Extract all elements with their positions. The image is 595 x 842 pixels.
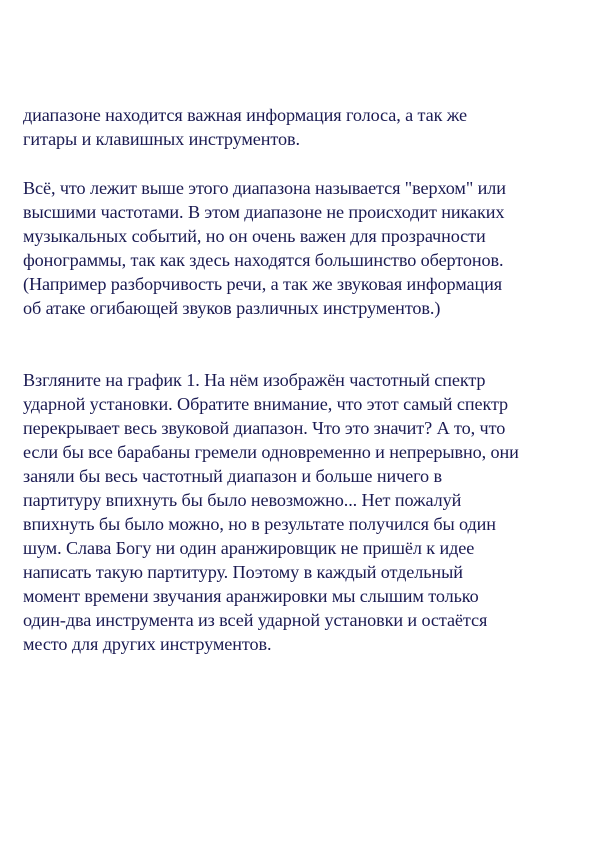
text-line: (Например разборчивость речи, а так же звуковая информация — [23, 274, 503, 294]
text-line: один-два инструмента из всей ударной установки и остаётся — [23, 610, 488, 630]
text-line: если бы все барабаны гремели одновременно и непрерывно, они — [23, 442, 519, 462]
text-line: шум. Слава Богу ни один аранжировщик не пришёл к идее — [23, 538, 475, 558]
text-line: об атаке огибающей звуков различных инструментов.) — [23, 298, 441, 318]
text-line: Взгляните на график 1. На нём изображён частотный спектр — [23, 370, 486, 390]
text-line: партитуру впихнуть бы было невозможно... Нет пожалуй — [23, 490, 462, 510]
text-line: Всё, что лежит выше этого диапазона называется "верхом" или — [23, 178, 506, 198]
text-line: заняли бы весь частотный диапазон и больше ничего в — [23, 466, 442, 486]
text-line: фонограммы, так как здесь находятся большинство обертонов. — [23, 250, 504, 270]
text-line: перекрывает весь звуковой диапазон. Что это значит? А то, что — [23, 418, 506, 438]
text-line: музыкальных событий, но он очень важен для прозрачности — [23, 226, 486, 246]
text-line: впихнуть бы было можно, но в результате получился бы один — [23, 514, 496, 534]
text-line: написать такую партитуру. Поэтому в каждый отдельный — [23, 562, 463, 582]
paragraph-high-frequencies — [23, 176, 583, 320]
text-line: момент времени звучания аранжировки мы слышим только — [23, 586, 479, 606]
paragraph-vocal-range — [23, 103, 583, 151]
text-line: диапазоне находится важная информация голоса, а так же — [23, 105, 467, 125]
paragraph-drum-spectrum — [23, 368, 583, 656]
text-line: место для других инструментов. — [23, 634, 272, 654]
text-line: высшими частотами. В этом диапазоне не происходит никаких — [23, 202, 505, 222]
text-line: гитары и клавишных инструментов. — [23, 129, 300, 149]
text-line: ударной установки. Обратите внимание, что этот самый спектр — [23, 394, 509, 414]
